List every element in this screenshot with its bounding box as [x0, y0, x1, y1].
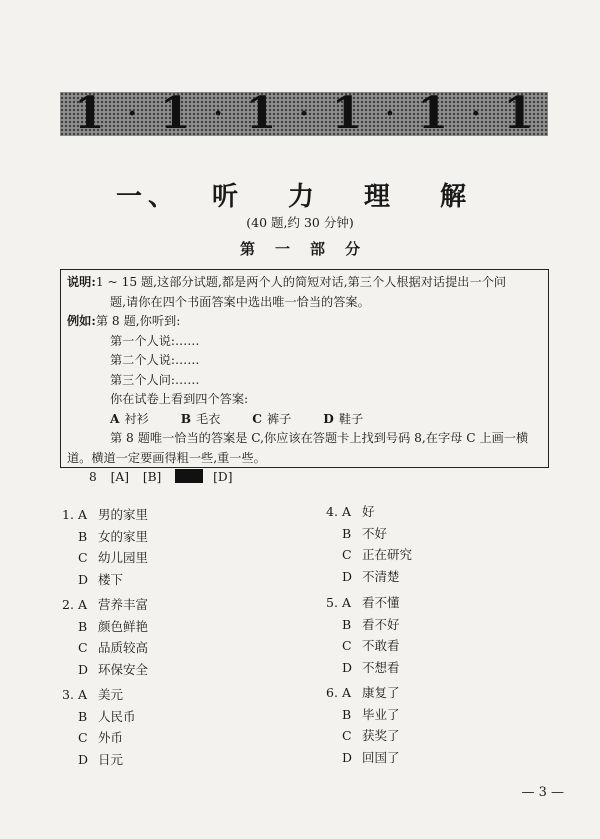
section-title-char: 解: [440, 182, 473, 212]
part-title-char: 一: [274, 240, 290, 258]
example-line: [67, 312, 542, 332]
option-text: 环保安全: [98, 661, 149, 677]
option-text: 不敢看: [362, 638, 400, 653]
sample-box-c-filled: [175, 469, 203, 483]
option-letter: D: [78, 751, 89, 767]
option-text: 回国了: [362, 749, 400, 765]
option-letter: C: [342, 638, 352, 653]
sample-box-d: [D]: [213, 470, 233, 484]
option-text: 毕业了: [362, 706, 400, 722]
question-4: [326, 501, 412, 587]
option-letter: B: [342, 706, 352, 722]
instructions-line: 题,请你在四个书面答案中选出唯一恰当的答案。: [110, 294, 370, 309]
part-title-char: 部: [310, 240, 326, 258]
question-number: 4.: [326, 504, 338, 519]
example-option: D 鞋子: [323, 411, 364, 426]
see-line: 你在试卷上看到四个答案:: [110, 392, 249, 406]
option-letter: C: [78, 550, 88, 565]
part-title-char: 分: [345, 240, 361, 258]
instructions-box: [60, 269, 549, 484]
banner-dot: ·: [299, 99, 309, 129]
question-number: 6.: [326, 685, 338, 700]
question-6: [326, 682, 400, 768]
option-text: 幼儿园里: [98, 550, 149, 565]
option-letter: A: [342, 504, 352, 519]
option-letter: C: [78, 640, 88, 655]
option-text: 颜色鲜艳: [98, 618, 149, 634]
option-text: 男的家里: [98, 507, 149, 522]
option-text: 女的家里: [98, 528, 149, 544]
question-1: [62, 504, 148, 590]
option-letter: D: [342, 568, 353, 584]
option-text: 楼下: [98, 571, 124, 587]
section-number: 一、: [115, 182, 180, 212]
example-option: C 裤子: [252, 411, 292, 426]
question-2: [62, 594, 148, 680]
speaker-line: 第二个人说:……: [110, 353, 200, 367]
option-letter: B: [78, 708, 88, 724]
instructions-line: [67, 273, 542, 293]
option-text: 日元: [98, 751, 124, 767]
banner-dot: ·: [213, 99, 223, 129]
banner-dot: ·: [127, 99, 137, 129]
part-title: [0, 238, 600, 259]
example-options: [67, 410, 542, 430]
instructions-text: 1 ~ 15 题,这部分试题,都是两个人的简短对话,第三个人根据对话提出一个问: [95, 275, 507, 289]
part-title-char: 第: [239, 240, 255, 258]
banner-digit: 1: [245, 88, 277, 139]
example-label: 例如:: [67, 314, 96, 328]
banner-digit: 1: [74, 88, 105, 139]
option-letter: B: [342, 616, 352, 632]
option-text: 外币: [98, 730, 124, 745]
sample-number: 8: [89, 470, 97, 484]
option-letter: C: [342, 728, 352, 743]
example-option: A 衬衫: [110, 411, 149, 426]
option-text: 营养丰富: [98, 597, 149, 612]
option-text: 获奖了: [362, 728, 400, 743]
option-letter: B: [78, 528, 88, 544]
question-3: [62, 684, 136, 770]
banner-digit: 1: [159, 88, 191, 139]
section-title-char: 听: [211, 182, 244, 212]
example-option: B 毛衣: [180, 411, 221, 426]
section-banner: [60, 88, 548, 139]
option-text: 看不好: [362, 616, 400, 632]
option-text: 不清楚: [362, 568, 400, 584]
option-letter: A: [342, 595, 352, 610]
question-5: [326, 592, 400, 678]
option-text: 好: [362, 504, 375, 519]
option-letter: B: [342, 525, 352, 541]
banner-dot: ·: [471, 99, 481, 129]
example-intro: 第 8 题,你听到:: [95, 314, 181, 328]
question-number: 1.: [62, 507, 74, 522]
option-letter: D: [342, 749, 353, 765]
question-number: 5.: [326, 595, 338, 610]
banner-dot: ·: [385, 99, 395, 129]
section-title: [0, 176, 600, 213]
option-text: 美元: [98, 687, 124, 702]
banner-digit: 1: [331, 88, 363, 139]
option-text: 康复了: [362, 685, 400, 700]
sample-box-a: [A]: [110, 470, 129, 484]
option-text: 看不懂: [362, 595, 400, 610]
option-letter: A: [78, 687, 88, 702]
explain-line: 道。横道一定要画得粗一些,重一些。: [67, 450, 266, 465]
banner-digit: 1: [417, 88, 449, 139]
option-letter: D: [78, 571, 89, 587]
speaker-line: 第三个人问:……: [110, 372, 200, 387]
banner-digit: 1: [503, 88, 534, 139]
option-text: 不好: [362, 525, 388, 541]
option-letter: B: [78, 618, 88, 634]
option-letter: C: [78, 730, 88, 745]
section-title-char: 理: [364, 182, 397, 212]
question-number: 3.: [62, 687, 74, 702]
option-letter: A: [342, 685, 352, 700]
section-subtitle: (40 题,约 30 分钟): [246, 215, 354, 230]
option-letter: C: [342, 547, 352, 562]
option-text: 品质较高: [98, 640, 149, 655]
page-number: — 3 —: [521, 785, 564, 800]
answer-sheet-sample: [67, 468, 542, 488]
option-letter: A: [78, 597, 88, 612]
question-number: 2.: [62, 597, 74, 612]
explain-line: 第 8 题唯一恰当的答案是 C,你应该在答题卡上找到号码 8,在字母 C 上画一横: [110, 431, 529, 445]
sample-box-b: [B]: [142, 470, 162, 484]
option-text: 人民币: [98, 708, 136, 724]
option-letter: A: [78, 507, 88, 522]
instructions-label: 说明:: [67, 275, 96, 289]
speaker-line: 第一个人说:……: [110, 333, 200, 348]
section-title-char: 力: [287, 182, 320, 212]
option-text: 正在研究: [362, 547, 413, 562]
option-letter: D: [78, 661, 89, 677]
option-text: 不想看: [362, 659, 400, 675]
option-letter: D: [342, 659, 353, 675]
